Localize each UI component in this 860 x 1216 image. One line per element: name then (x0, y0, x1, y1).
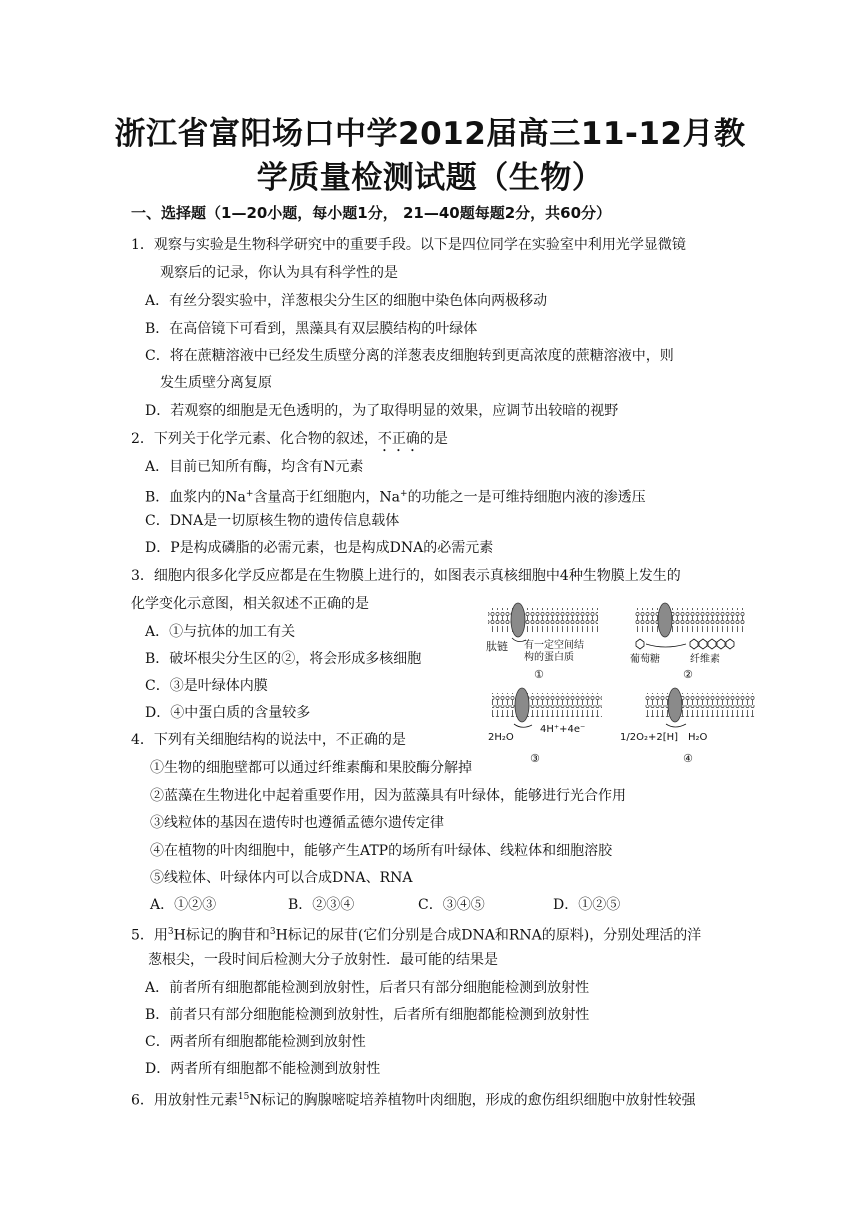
q3-stem-line-2: 化学变化示意图，相关叙述不正确的是 (131, 596, 369, 612)
membrane-protein-4 (668, 688, 682, 722)
q2-option-a: A．目前已知所有酶，均含有N元素 (145, 459, 364, 475)
reaction-arrow-4 (666, 724, 686, 727)
q4-option-a: A．①②③ (150, 897, 217, 913)
fig-p2-left: 葡萄糖 (630, 654, 660, 665)
title-line-2: 学质量检测试题（生物） (256, 160, 604, 196)
q4-option-c: C．③④⑤ (418, 897, 485, 913)
q5-option-a: A．前者所有细胞都能检测到放射性，后者只有部分细胞能检测到放射性 (145, 980, 590, 996)
fig-p2-number: ② (683, 668, 693, 681)
fig-p4-left: 1/2O₂+2[H] (620, 732, 679, 743)
q6-post: N标记的胸腺嘧啶培养植物叶肉细胞，形成的愈伤组织细胞中放射性较强 (249, 1092, 696, 1109)
q2-stem-pre: 2．下列关于化学元素、化合物的叙述， (131, 431, 378, 447)
q2-stem-emphasis: 不正确 (377, 431, 420, 447)
q4-item-4: ④在植物的叶肉细胞中，能够产生ATP的场所有叶绿体、线粒体和细胞溶胶 (150, 843, 613, 859)
membrane-panel-2 (630, 603, 745, 681)
q3-option-c: C．③是叶绿体内膜 (145, 678, 268, 694)
fig-p1-right-1: 有一定空间结 (524, 640, 584, 651)
membrane-panel-3 (488, 688, 602, 765)
q1-option-b: B．在高倍镜下可看到，黑藻具有双层膜结构的叶绿体 (145, 321, 478, 337)
q2-b-sup-1: + (245, 489, 254, 499)
q3-option-b: B．破坏根尖分生区的②，将会形成多核细胞 (145, 651, 422, 667)
reaction-arrow-2 (646, 644, 686, 647)
q4-stem: 4．下列有关细胞结构的说法中，不正确的是 (131, 732, 406, 748)
q2-b-part-3: 的功能之一是可维持细胞内液的渗透压 (407, 489, 646, 506)
section-heading: 一、选择题（1—20小题，每小题1分， 21—40题每题2分，共60分） (131, 204, 612, 222)
fig-p1-number: ① (534, 668, 544, 681)
q4-option-b: B．②③④ (288, 897, 355, 913)
fig-p2-right: 纤维素 (690, 654, 720, 665)
q4-option-d: D．①②⑤ (553, 897, 621, 913)
q1-option-c-line-2: 发生质壁分离复原 (160, 375, 272, 391)
q1-option-c-line-1: C．将在蔗糖溶液中已经发生质壁分离的洋葱表皮细胞转到更高浓度的蔗糖溶液中，则 (145, 348, 674, 364)
fig-p3-left: 2H₂O (488, 732, 514, 743)
q5-stem-line-1 (131, 923, 701, 945)
q1-option-a: A．有丝分裂实验中，洋葱根尖分生区的细胞中染色体向两极移动 (145, 293, 548, 309)
fig-p1-right-2: 构的蛋白质 (524, 652, 574, 663)
q1-stem-line-2: 观察后的记录，你认为具有科学性的是 (160, 265, 398, 281)
membrane-panel-1 (486, 603, 598, 681)
q2-b-part-2: 含量高于红细胞内，Na (253, 489, 401, 506)
q4-item-2: ②蓝藻在生物进化中起着重要作用，因为蓝藻具有叶绿体，能够进行光合作用 (150, 788, 626, 804)
q5-sup-2: 3 (269, 927, 276, 937)
q3-stem-line-1: 3．细胞内很多化学反应都是在生物膜上进行的，如图表示真核细胞中4种生物膜上发生的 (131, 568, 681, 584)
q1-option-d: D．若观察的细胞是无色透明的，为了取得明显的效果，应调节出较暗的视野 (145, 403, 619, 419)
q5-option-d: D．两者所有细胞都不能检测到放射性 (145, 1061, 381, 1077)
q5-sup-1: 3 (167, 927, 174, 937)
q2-stem (131, 430, 448, 455)
fig-p4-number: ④ (683, 752, 693, 765)
q5-mid-2: H标记的尿苷(它们分别是合成DNA和RNA的原料)，分别处理活的洋 (275, 927, 702, 944)
q2-b-sup-2: + (400, 489, 408, 499)
q6-stem (131, 1088, 696, 1110)
q1-stem-line-1: 1．观察与实验是生物科学研究中的重要手段。以下是四位同学在实验室中利用光学显微镜 (131, 237, 686, 253)
fig-p3-number: ③ (530, 752, 540, 765)
q5-mid-1: H标记的胸苷和 (173, 927, 270, 944)
q2-option-b (145, 485, 646, 507)
q2-stem-post: 的是 (419, 431, 448, 447)
title-line-1: 浙江省富阳场口中学2012届高三11-12月教 (114, 116, 746, 152)
reaction-arrow-3 (514, 724, 532, 727)
q6-pre: 6．用放射性元素 (131, 1092, 238, 1109)
fig-p3-right: 4H⁺+4e⁻ (540, 724, 586, 735)
q2-b-part-1: B．血浆内的Na (145, 489, 246, 506)
q3-option-d: D．④中蛋白质的含量较多 (145, 705, 311, 721)
q2-option-c: C．DNA是一切原核生物的遗传信息载体 (145, 513, 400, 529)
q5-option-b: B．前者只有部分细胞能检测到放射性，后者所有细胞都能检测到放射性 (145, 1007, 590, 1023)
q5-option-c: C．两者所有细胞都能检测到放射性 (145, 1034, 366, 1050)
q5-pre: 5．用 (131, 927, 168, 944)
fig-p4-right: H₂O (688, 732, 708, 743)
fig-p1-left: 肽链 (486, 640, 508, 653)
q3-option-a: A．①与抗体的加工有关 (145, 624, 296, 640)
membrane-protein-3 (515, 688, 529, 722)
q4-item-3: ③线粒体的基因在遗传时也遵循孟德尔遗传定律 (150, 815, 444, 831)
q4-item-5: ⑤线粒体、叶绿体内可以合成DNA、RNA (150, 870, 413, 886)
membrane-protein-1 (511, 603, 525, 637)
q6-sup: 15 (237, 1092, 250, 1102)
membrane-diagram (480, 600, 780, 775)
q2-option-d: D．P是构成磷脂的必需元素，也是构成DNA的必需元素 (145, 540, 494, 556)
q4-item-1: ①生物的细胞壁都可以通过纤维素酶和果胶酶分解掉 (150, 760, 472, 776)
q5-stem-line-2: 葱根尖，一段时间后检测大分子放射性．最可能的结果是 (148, 952, 498, 968)
membrane-panel-4 (620, 688, 755, 765)
membrane-protein-2 (658, 603, 672, 637)
